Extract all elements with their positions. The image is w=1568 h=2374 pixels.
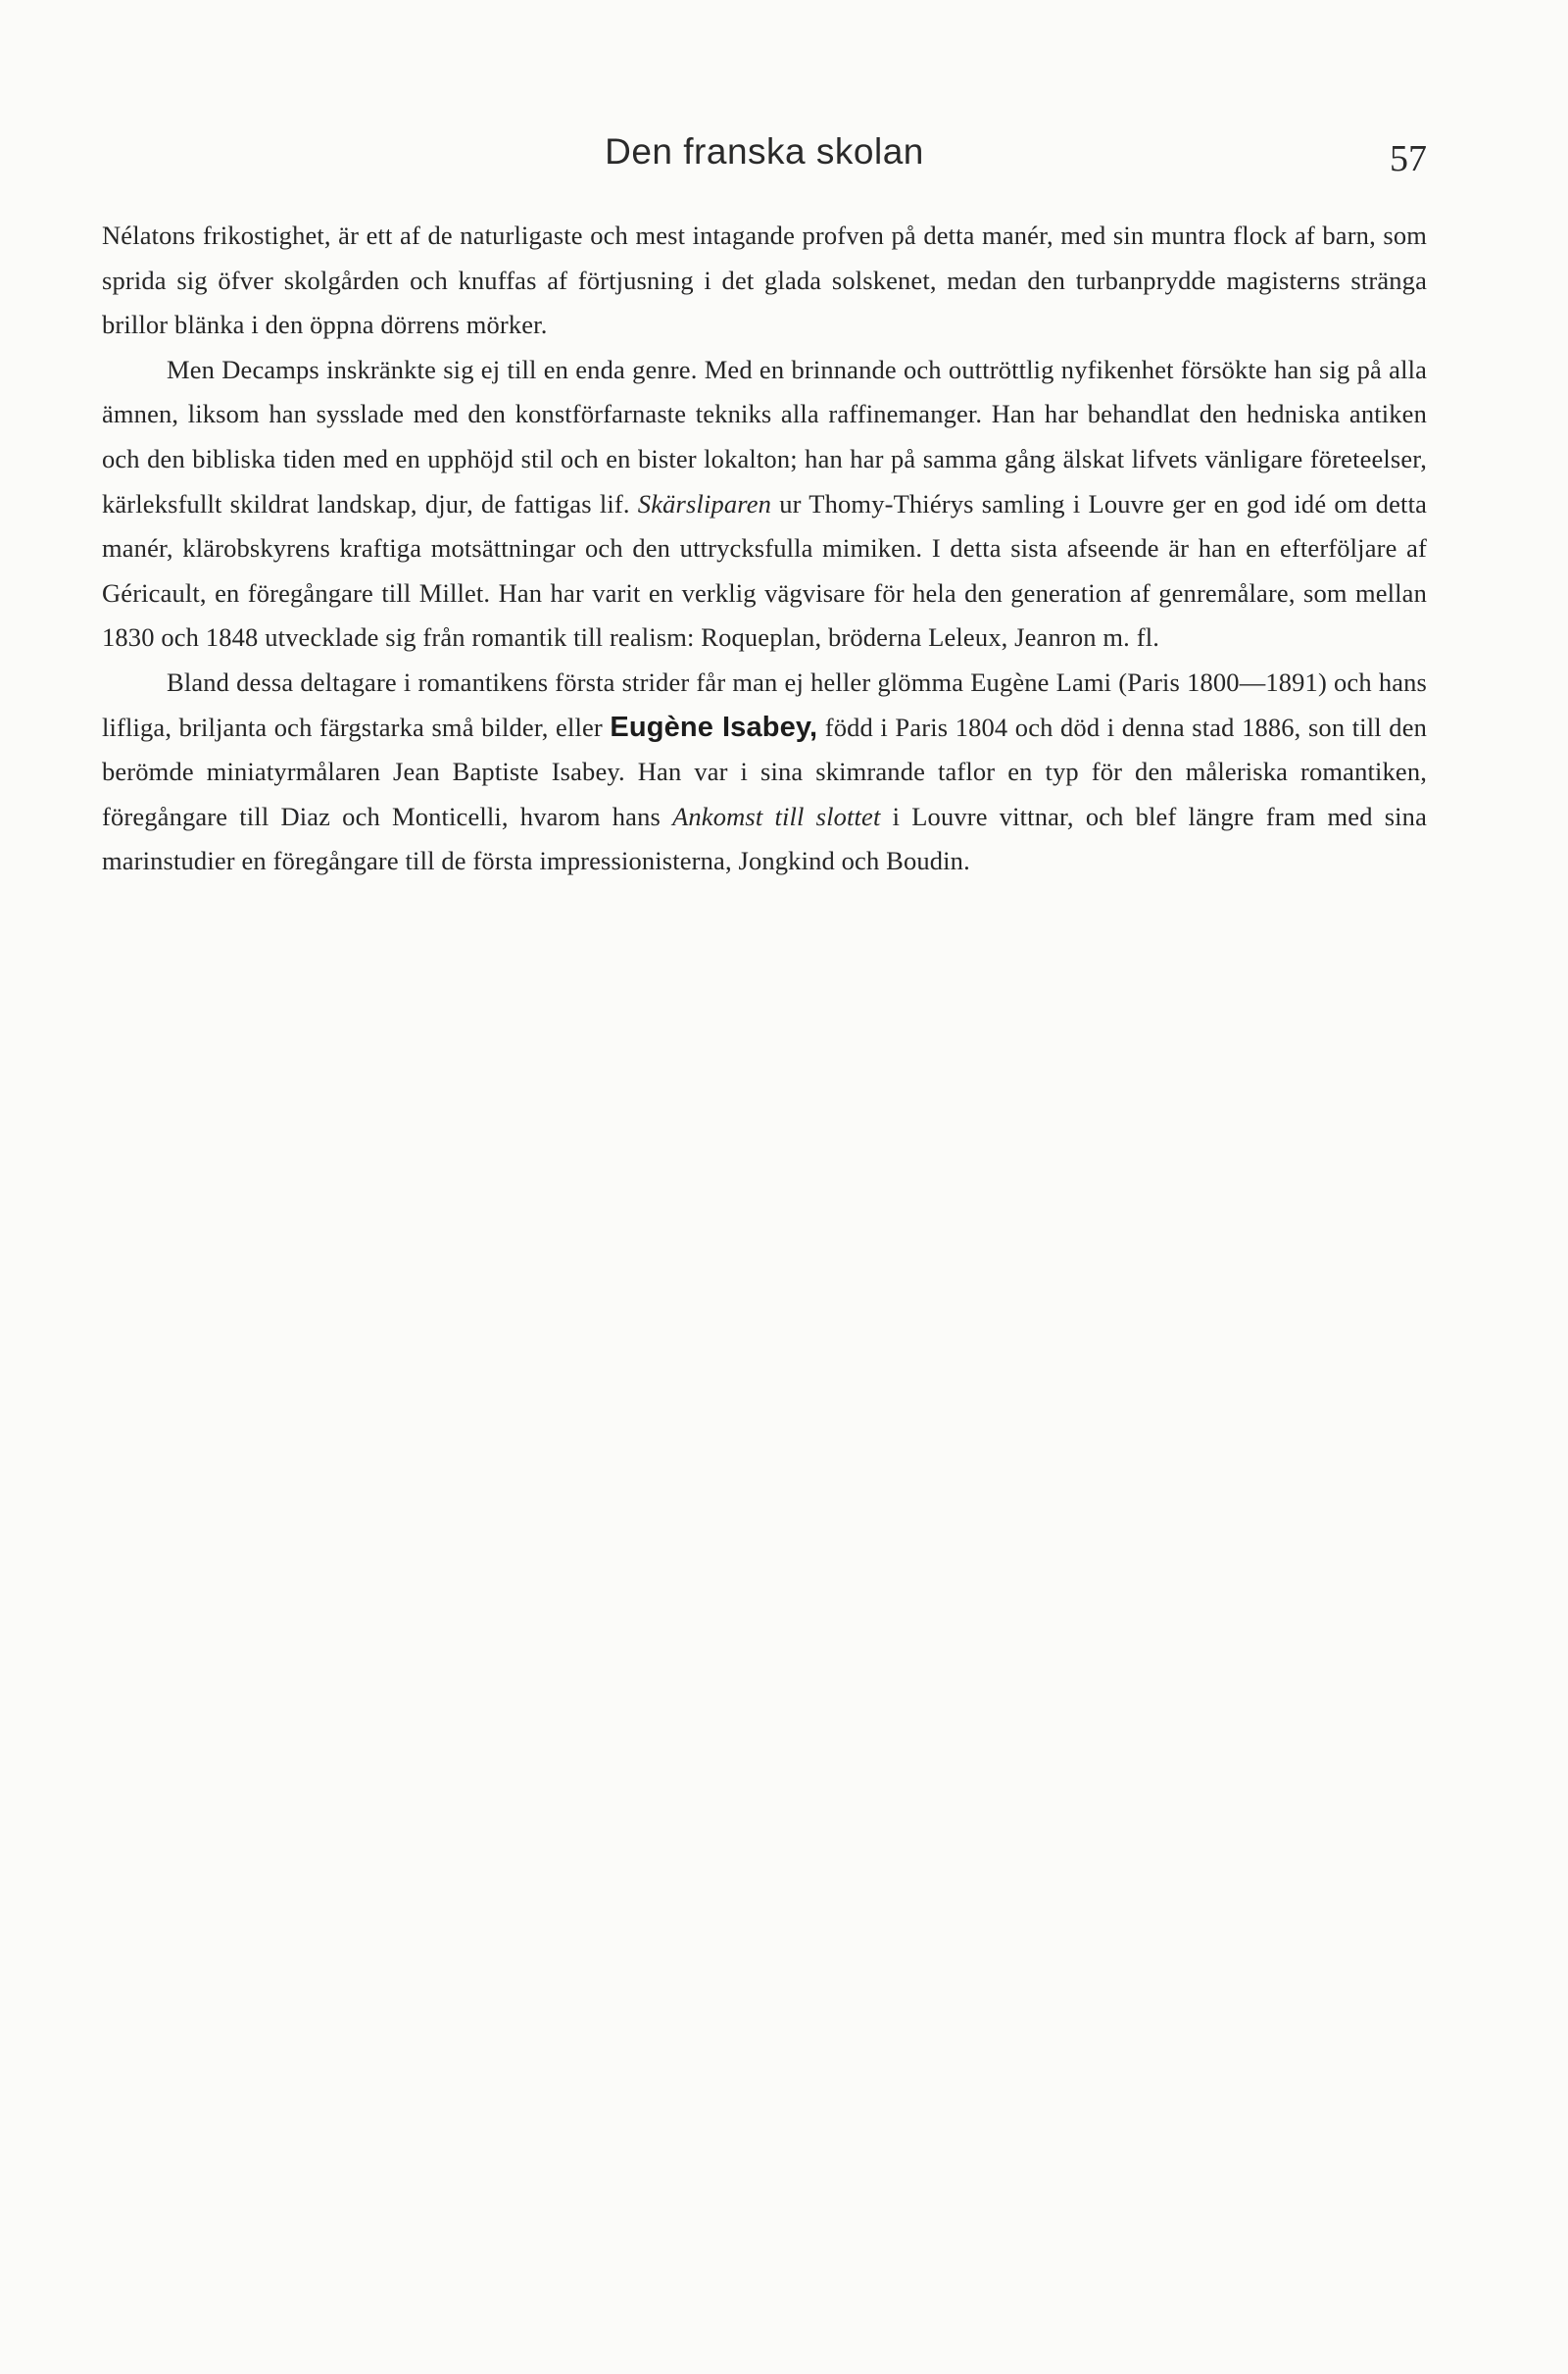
- paragraph-text: född i Paris 1804 och död i denna stad 1886, son till den berömde miniatyrmålaren Jean Baptiste Isabey. Han var i sina skimrande taflor en typ för den måleriska romantiken, föregångare till Diaz och Monticelli, hvarom hans: [102, 712, 1428, 831]
- body-text: [102, 214, 1427, 884]
- page-number: 57: [1390, 138, 1427, 179]
- running-title: Den franska skolan: [605, 131, 924, 172]
- paragraph-text: ur Thomy-Thiérys samling i Louvre ger en god idé om detta manér, klärobskyrens kraftiga motsättningar och den uttrycksfulla mimiken. I detta sista afseende är han en efterföljare af Géricault, en föregångare till Millet. Han har varit en verklig vägvisare för hela den generation af genremålare, som mellan 1830 och 1848 utvecklade sig från romantik till realism: Roqueplan, bröderna Leleux, Jeanron m. fl.: [102, 488, 1427, 653]
- paragraph-text: Nélatons frikostighet, är ett af de naturligaste och mest intagande profven på detta manér, med sin muntra flock af barn, som sprida sig öfver skolgården och knuffas af förtjusning i det glada solskenet, medan den turbanprydde magisterns stränga brillor blänka i den öppna dörrens mörker.: [102, 221, 1427, 340]
- artist-name: Eugène Isabey,: [610, 711, 818, 743]
- paragraph-text: Bland dessa deltagare i romantikens första strider får man ej heller glömma Eugène Lami (Paris 1800—1891) och hans lifliga, briljanta och färgstarka små bilder, eller: [102, 667, 1427, 742]
- paragraph-nelaton: [102, 214, 1427, 348]
- paragraph-text: Men Decamps inskränkte sig ej till en enda genre. Med en brinnande och outtröttlig nyfikenhet försökte han sig på alla ämnen, liksom han sysslade med den konstförfarnaste tekniks alla raffinemanger. Han har behandlat den hedniska antiken och den bibliska tiden med en upphöjd stil och en bister lokalton; han har på samma gång älskat lifvets vänligare företeelser, kärleksfullt skildrat landskap, djur, de fattigas lif.: [102, 354, 1427, 519]
- artwork-title: Ankomst till slottet: [672, 801, 881, 831]
- running-head: [102, 131, 1427, 190]
- artwork-title: Skärsliparen: [637, 488, 772, 519]
- paragraph-isabey: [102, 661, 1427, 884]
- paragraph-text: i Louvre vittnar, och blef längre fram med sina marinstudier en föregångare till de första impressionisterna, Jongkind och Boudin.: [102, 801, 1427, 876]
- paragraph-decamps: [102, 348, 1427, 661]
